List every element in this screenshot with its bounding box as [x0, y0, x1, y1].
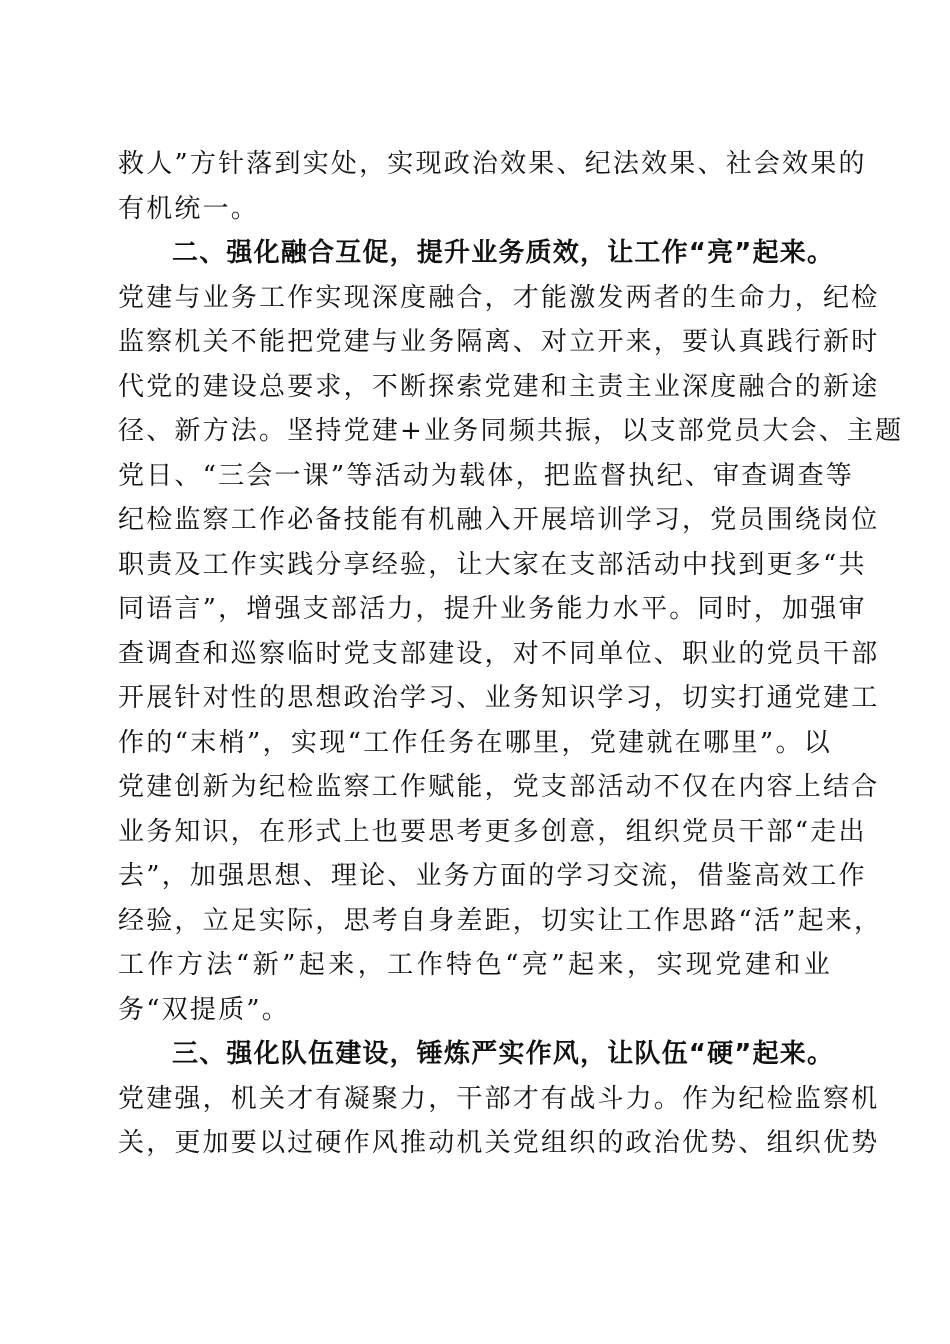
body-line: 经验，立足实际，思考自身差距，切实让工作思路“活”起来， — [118, 905, 883, 936]
body-line: 纪检监察工作必备技能有机融入开展培训学习，党员围绕岗位 — [118, 505, 880, 535]
body-line: 工作方法“新”起来，工作特色“亮”起来，实现党建和业 — [118, 950, 832, 980]
body-line: 救人”方针落到实处，实现政治效果、纪法效果、社会效果的 — [118, 149, 867, 179]
body-line: 径、新方法。坚持党建+业务同频共振，以支部党员大会、主题 — [118, 416, 904, 446]
document-body — [118, 142, 904, 1166]
body-line: 同语言”，增强支部活力，提升业务能力水平。同时，加强审 — [118, 594, 867, 624]
body-line: 党建与业务工作实现深度融合，才能激发两者的生命力，纪检 — [118, 282, 880, 313]
body-line: 务“双提质”。 — [118, 994, 290, 1025]
body-line: 去”，加强思想、理论、业务方面的学习交流，借鉴高效工作 — [118, 861, 867, 891]
section-heading-2: 二、强化融合互促，提升业务质效，让工作“亮”起来。 — [172, 238, 835, 268]
body-line: 代党的建设总要求，不断探索党建和主责主业深度融合的新途 — [118, 371, 880, 402]
body-line: 业务知识，在形式上也要思考更多创意，组织党员干部“走出 — [118, 816, 867, 847]
body-line: 职责及工作实践分享经验，让大家在支部活动中找到更多“共 — [118, 549, 867, 580]
body-line: 党日、“三会一课”等活动为载体，把监督执纪、审查调查等 — [118, 460, 854, 491]
body-line: 有机统一。 — [118, 193, 260, 224]
body-line: 作的“末梢”，实现“工作任务在哪里，党建就在哪里”。以 — [118, 727, 832, 758]
section-heading-3: 三、强化队伍建设，锤炼严实作风，让队伍“硬”起来。 — [172, 1039, 835, 1069]
body-line: 党建强，机关才有凝聚力，干部才有战斗力。作为纪检监察机 — [118, 1083, 880, 1114]
body-line: 开展针对性的思想政治学习、业务知识学习，切实打通党建工 — [118, 683, 880, 713]
body-line: 监察机关不能把党建与业务隔离、对立开来，要认真践行新时 — [118, 327, 880, 357]
body-line: 查调查和巡察临时党支部建设，对不同单位、职业的党员干部 — [118, 638, 880, 669]
body-line: 党建创新为纪检监察工作赋能，党支部活动不仅在内容上结合 — [118, 772, 880, 802]
body-line: 关，更加要以过硬作风推动机关党组织的政治优势、组织优势 — [118, 1128, 880, 1158]
